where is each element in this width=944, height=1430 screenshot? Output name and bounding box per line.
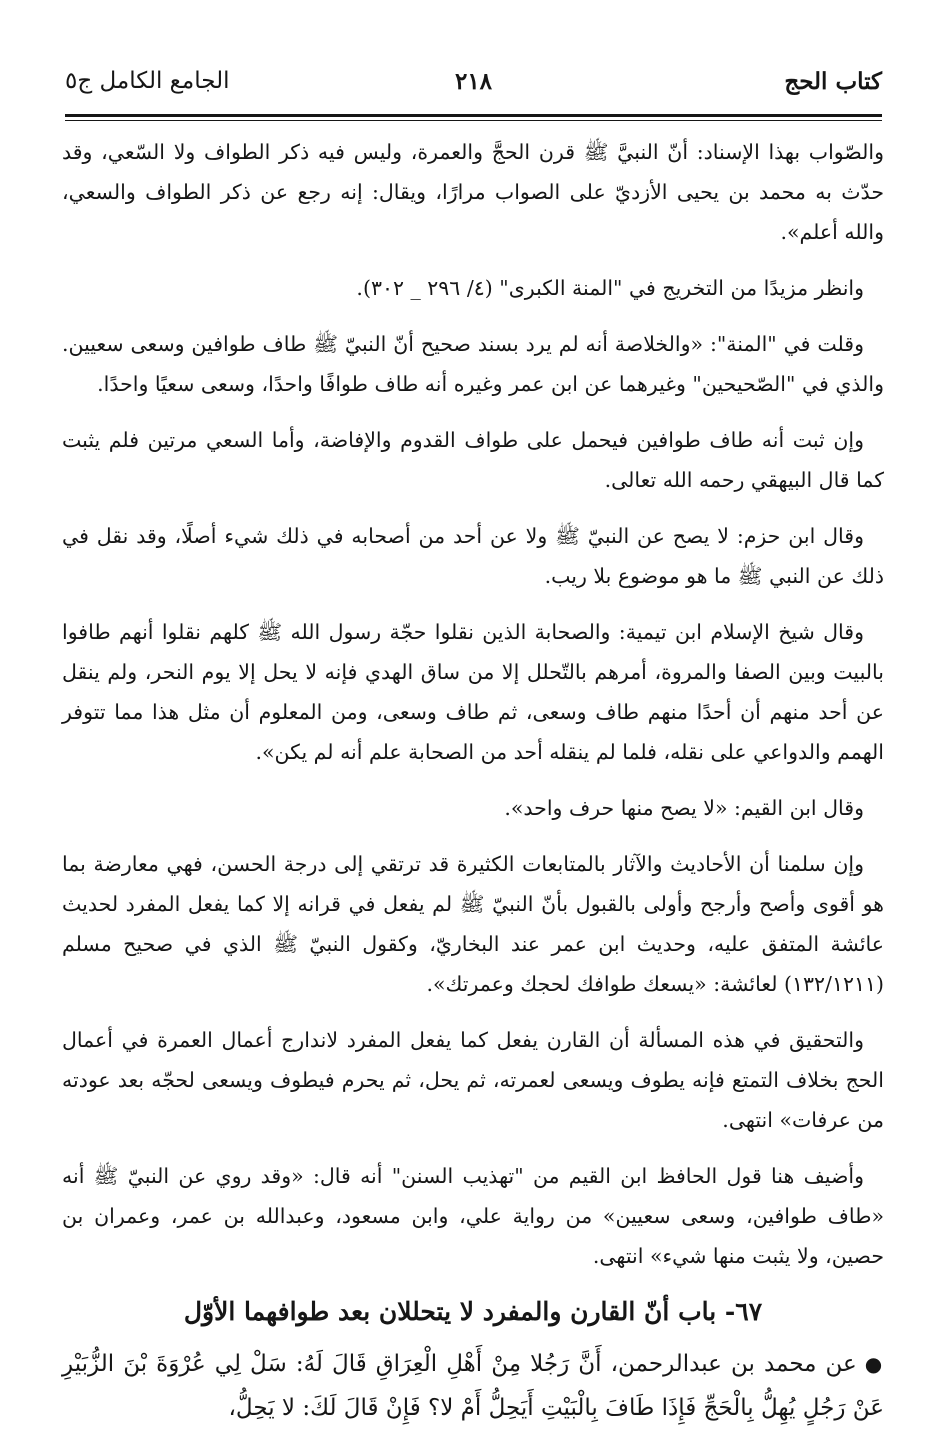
hadith-text-block [62,1342,884,1430]
page-header [65,66,882,110]
header-rule-thin [65,120,882,121]
header-rule-thick [65,114,882,117]
paragraph-1: والصّواب بهذا الإسناد: أنّ النبيَّ ﷺ قرن الحجَّ والعمرة، وليس فيه ذكر الطواف ولا السّعي، وقد حدّث به محمد بن يحيى الأزديّ على الصواب مرارًا، ويقال: إنه رجع عن ذكر الطواف والسعي، والله أعلم». [62,140,884,244]
hadith-text: عن محمد بن عبدالرحمن، أَنَّ رَجُلا مِنْ أَهْلِ الْعِرَاقِ قَالَ لَهُ: سَلْ لِي عُرْوَةَ بْنَ الزُّبَيْرِ عَنْ رَجُلٍ يُهِلُّ بِالْحَجِّ فَإِذَا طَافَ بِالْبَيْتِ أَيَحِلُّ أَمْ لا؟ فَإِنْ قَالَ لَكَ: لا يَحِلُّ، [62,1351,884,1421]
chapter-heading: ٦٧- باب أنّ القارن والمفرد لا يتحللان بعد طوافهما الأوّل [183,1297,763,1326]
paragraph-7: وقال ابن القيم: «لا يصح منها حرف واحد». [504,796,864,820]
header-book-title: كتاب الحج [784,68,882,95]
paragraph-6: وقال شيخ الإسلام ابن تيمية: والصحابة الذين نقلوا حجّة رسول الله ﷺ كلهم نقلوا أنهم طافوا بالبيت وبين الصفا والمروة، أمرهم بالتّحلل إلا من ساق الهدي فإنه لا يحل إلا يوم النحر، ولم ينقل عن أحد منهم أن أحدًا منهم طاف وسعى، ثم طاف وسعى، ومن المعلوم أن مثل هذا مما تتوفر الهمم والدواعي على نقله، فلما لم ينقله أحد من الصحابة علم أنه لم يكن». [62,620,884,764]
paragraph-5: وقال ابن حزم: لا يصح عن النبيّ ﷺ ولا عن أحد من أصحابه في ذلك شيء أصلًا، وقد نقل في ذلك عن النبي ﷺ ما هو موضوع بلا ريب. [62,524,884,588]
paragraph-4: وإن ثبت أنه طاف طوافين فيحمل على طواف القدوم والإفاضة، وأما السعي مرتين فلم يثبت كما قال البيهقي رحمه الله تعالى. [62,428,884,492]
paragraph-10: وأضيف هنا قول الحافظ ابن القيم من "تهذيب السنن" أنه قال: «وقد روي عن النبيّ ﷺ أنه «طاف طوافين، وسعى سعيين» من رواية علي، وابن مسعود، وعبدالله بن عمر، وعمران بن حصين، ولا يثبت منها شيء» انتهى. [62,1164,884,1268]
header-volume-title: الجامع الكامل ج٥ [65,68,230,94]
paragraph-8: وإن سلمنا أن الأحاديث والآثار بالمتابعات الكثيرة قد ترتقي إلى درجة الحسن، فهي معارضة بما هو أقوى وأصح وأرجح وأولى بالقبول بأنّ النبيّ ﷺ لم يفعل في قرانه إلا كما يفعل المفرد لحديث عائشة المتفق عليه، وحديث ابن عمر عند البخاريّ، وكقول النبيّ ﷺ الذي في صحيح مسلم (١٣٢/١٢١١) لعائشة: «يسعك طوافك لحجك وعمرتك». [62,852,884,996]
paragraph-3: وقلت في "المنة": «والخلاصة أنه لم يرد بسند صحيح أنّ النبيّ ﷺ طاف طوافين وسعى سعيين. والذي في "الصّحيحين" وغيرهما عن ابن عمر وغيره أنه طاف طوافًا واحدًا، وسعى سعيًا واحدًا. [62,332,884,396]
bullet-icon: ● [864,1352,885,1376]
page-number: ٢١٨ [454,68,493,95]
paragraph-2: وانظر مزيدًا من التخريج في "المنة الكبرى" (٤/ ٢٩٦ _ ٣٠٢). [356,276,864,300]
page-body [62,132,884,1430]
paragraph-9: والتحقيق في هذه المسألة أن القارن يفعل كما يفعل المفرد لاندارج أعمال العمرة في أعمال الحج بخلاف التمتع فإنه يطوف ويسعى لعمرته، ثم يحل، ثم يحرم فيطوف ويسعى لحجّه بعد عودته من عرفات» انتهى. [62,1028,884,1132]
